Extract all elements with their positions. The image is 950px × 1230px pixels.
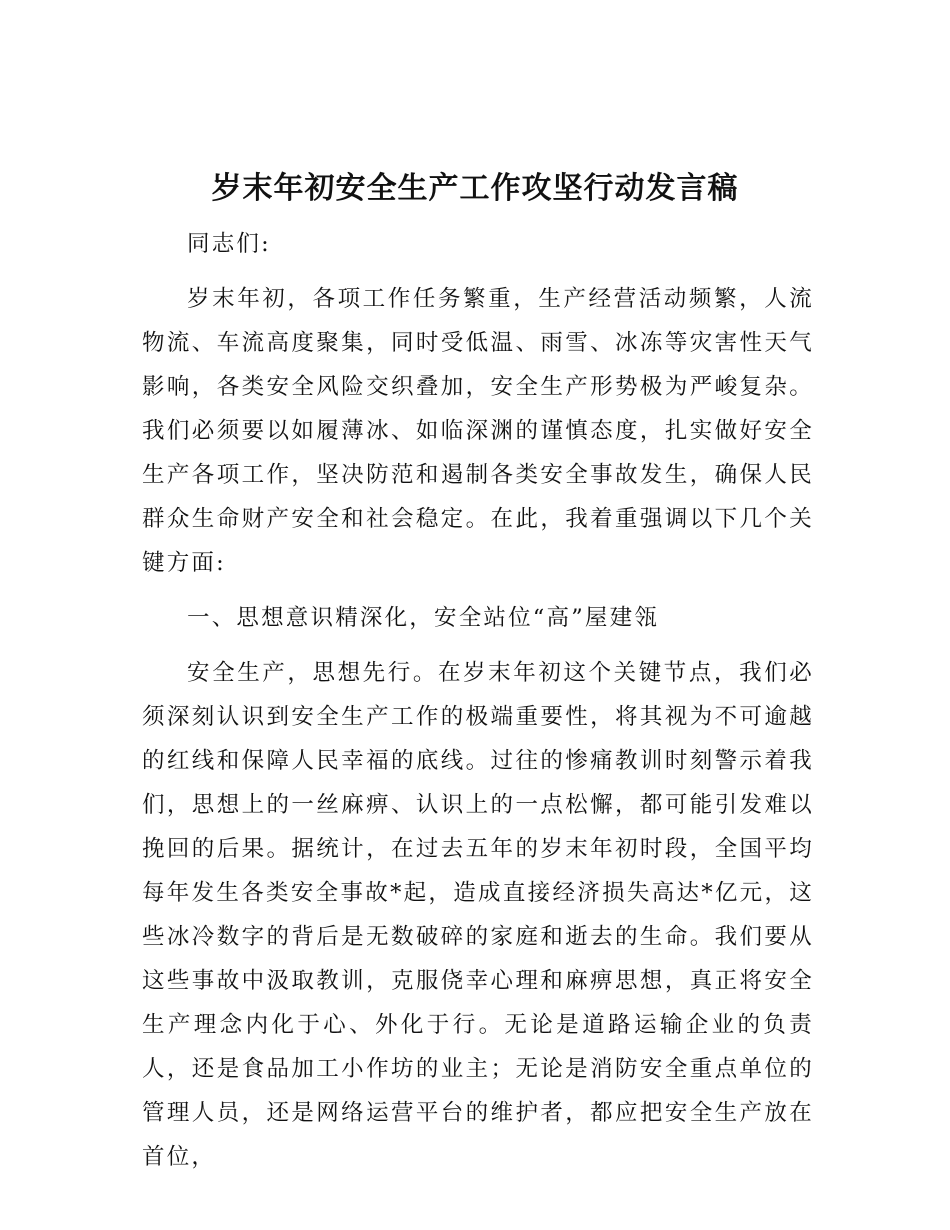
greeting: 同志们: (187, 231, 271, 257)
section-heading-1: 一、思想意识精深化，安全站位“高”屋建瓴 (187, 605, 660, 631)
document-title: 岁末年初安全生产工作攻坚行动发言稿 (211, 171, 739, 206)
paragraph-section-1: 安全生产，思想先行。在岁末年初这个关键节点，我们必须深刻认识到安全生产工作的极端重要性，将其视为不可逾越的红线和保障人民幸福的底线。过往的惨痛教训时刻警示着我们，思想上的一丝麻痹、认识上的一点松懈，都可能引发难以挽回的后果。据统计，在过去五年的岁末年初时段，全国平均每年发生各类安全事故*起，造成直接经济损失高达*亿元，这些冰冷数字的背后是无数破碎的家庭和逝去的生命。我们要从这些事故中汲取教训，克服侥幸心理和麻痹思想，真正将安全生产理念内化于心、外化于行。无论是道路运输企业的负责人，还是食品加工小作坊的业主；无论是消防安全重点单位的管理人员，还是网络运营平台的维护者，都应把安全生产放在首位， (142, 660, 814, 1170)
document-body (142, 222, 814, 1190)
paragraph-intro: 岁末年初，各项工作任务繁重，生产经营活动频繁，人流物流、车流高度聚集，同时受低温、雨雪、冰冻等灾害性天气影响，各类安全风险交织叠加，安全生产形势极为严峻复杂。我们必须要以如履薄冰、如临深渊的谨慎态度，扎实做好安全生产各项工作，坚决防范和遏制各类安全事故发生，确保人民群众生命财产安全和社会稳定。在此，我着重强调以下几个关键方面: (142, 286, 814, 576)
